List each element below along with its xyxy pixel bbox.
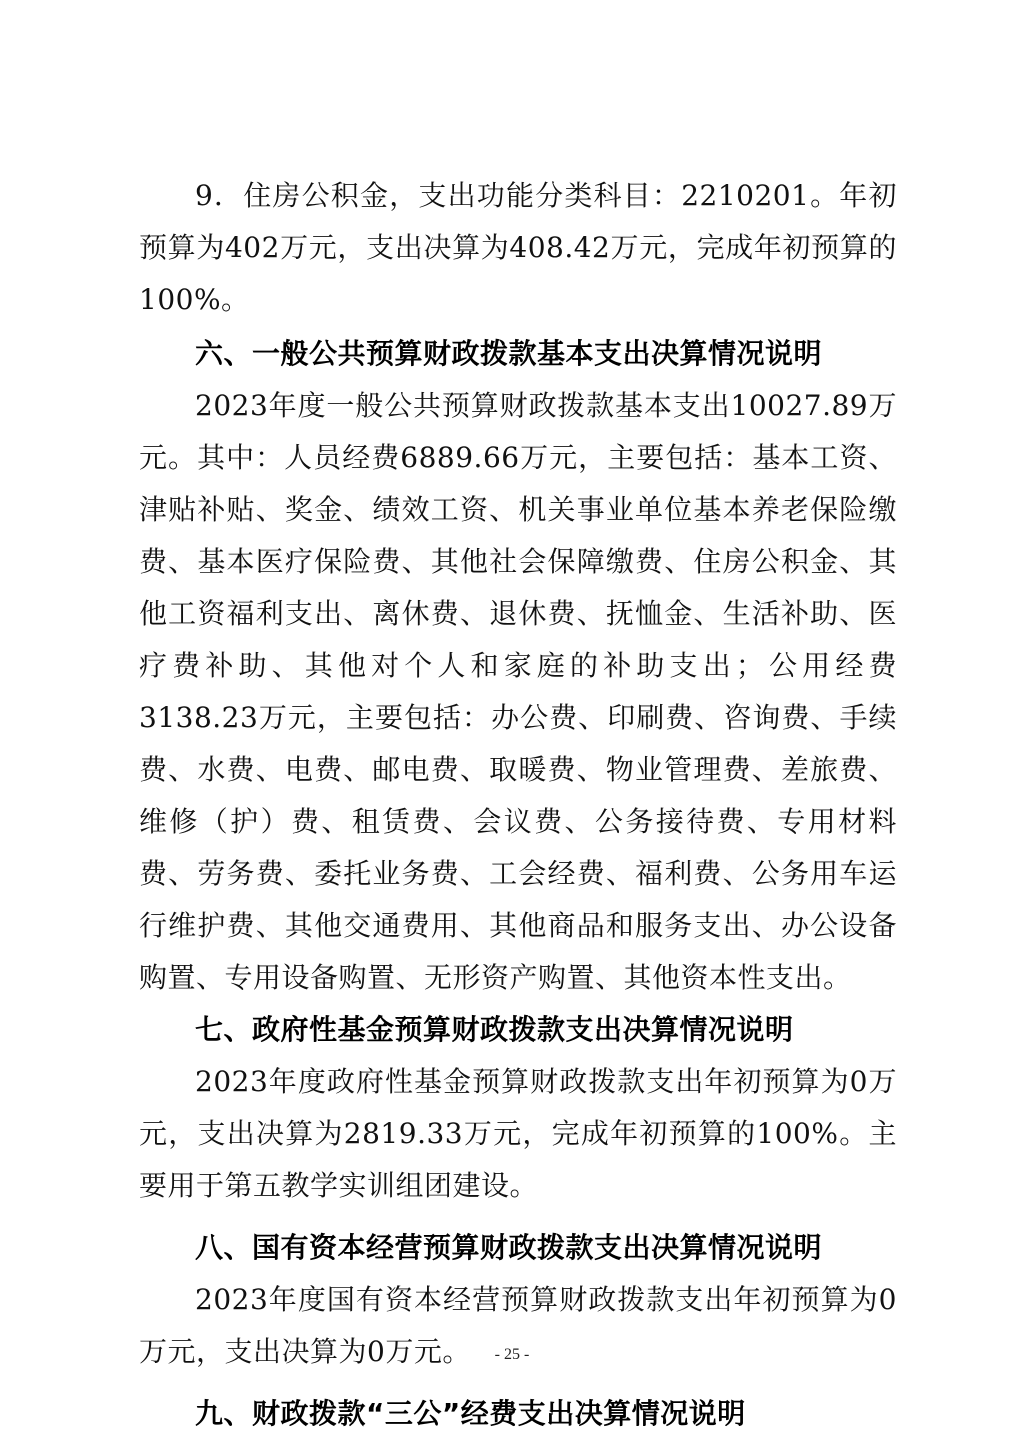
paragraph-government-fund: 2023年度政府性基金预算财政拨款支出年初预算为0万元，支出决算为2819.33万元，完成年初预算的100%。主要用于第五教学实训组团建设。 <box>139 1065 897 1202</box>
paragraph-state-capital: 2023年度国有资本经营预算财政拨款支出年初预算为0万元，支出决算为0万元。 <box>139 1283 897 1368</box>
section-heading-8: 八、国有资本经营预算财政拨款支出决算情况说明 <box>195 1231 823 1264</box>
section-heading-9: 九、财政拨款“三公”经费支出决算情况说明 <box>195 1397 746 1430</box>
section-heading-6: 六、一般公共预算财政拨款基本支出决算情况说明 <box>195 337 823 370</box>
document-body <box>139 170 897 1440</box>
paragraph-basic-expenditure: 2023年度一般公共预算财政拨款基本支出10027.89万元。其中：人员经费6889.66万元，主要包括：基本工资、津贴补贴、奖金、绩效工资、机关事业单位基本养老保险缴费、基本医疗保险费、其他社会保障缴费、住房公积金、其他工资福利支出、离休费、退休费、抚恤金、生活补助、医疗费补助、其他对个人和家庭的补助支出；公用经费3138.23万元，主要包括：办公费、印刷费、咨询费、手续费、水费、电费、邮电费、取暖费、物业管理费、差旅费、维修（护）费、租赁费、会议费、公务接待费、专用材料费、劳务费、委托业务费、工会经费、福利费、公务用车运行维护费、其他交通费用、其他商品和服务支出、办公设备购置、专用设备购置、无形资产购置、其他资本性支出。 <box>139 389 897 994</box>
paragraph-housing-fund: 9．住房公积金，支出功能分类科目：2210201。年初预算为402万元，支出决算为408.42万元，完成年初预算的100%。 <box>139 179 897 316</box>
section-heading-7: 七、政府性基金预算财政拨款支出决算情况说明 <box>195 1013 794 1046</box>
page-number: - 25 - <box>494 1346 530 1363</box>
